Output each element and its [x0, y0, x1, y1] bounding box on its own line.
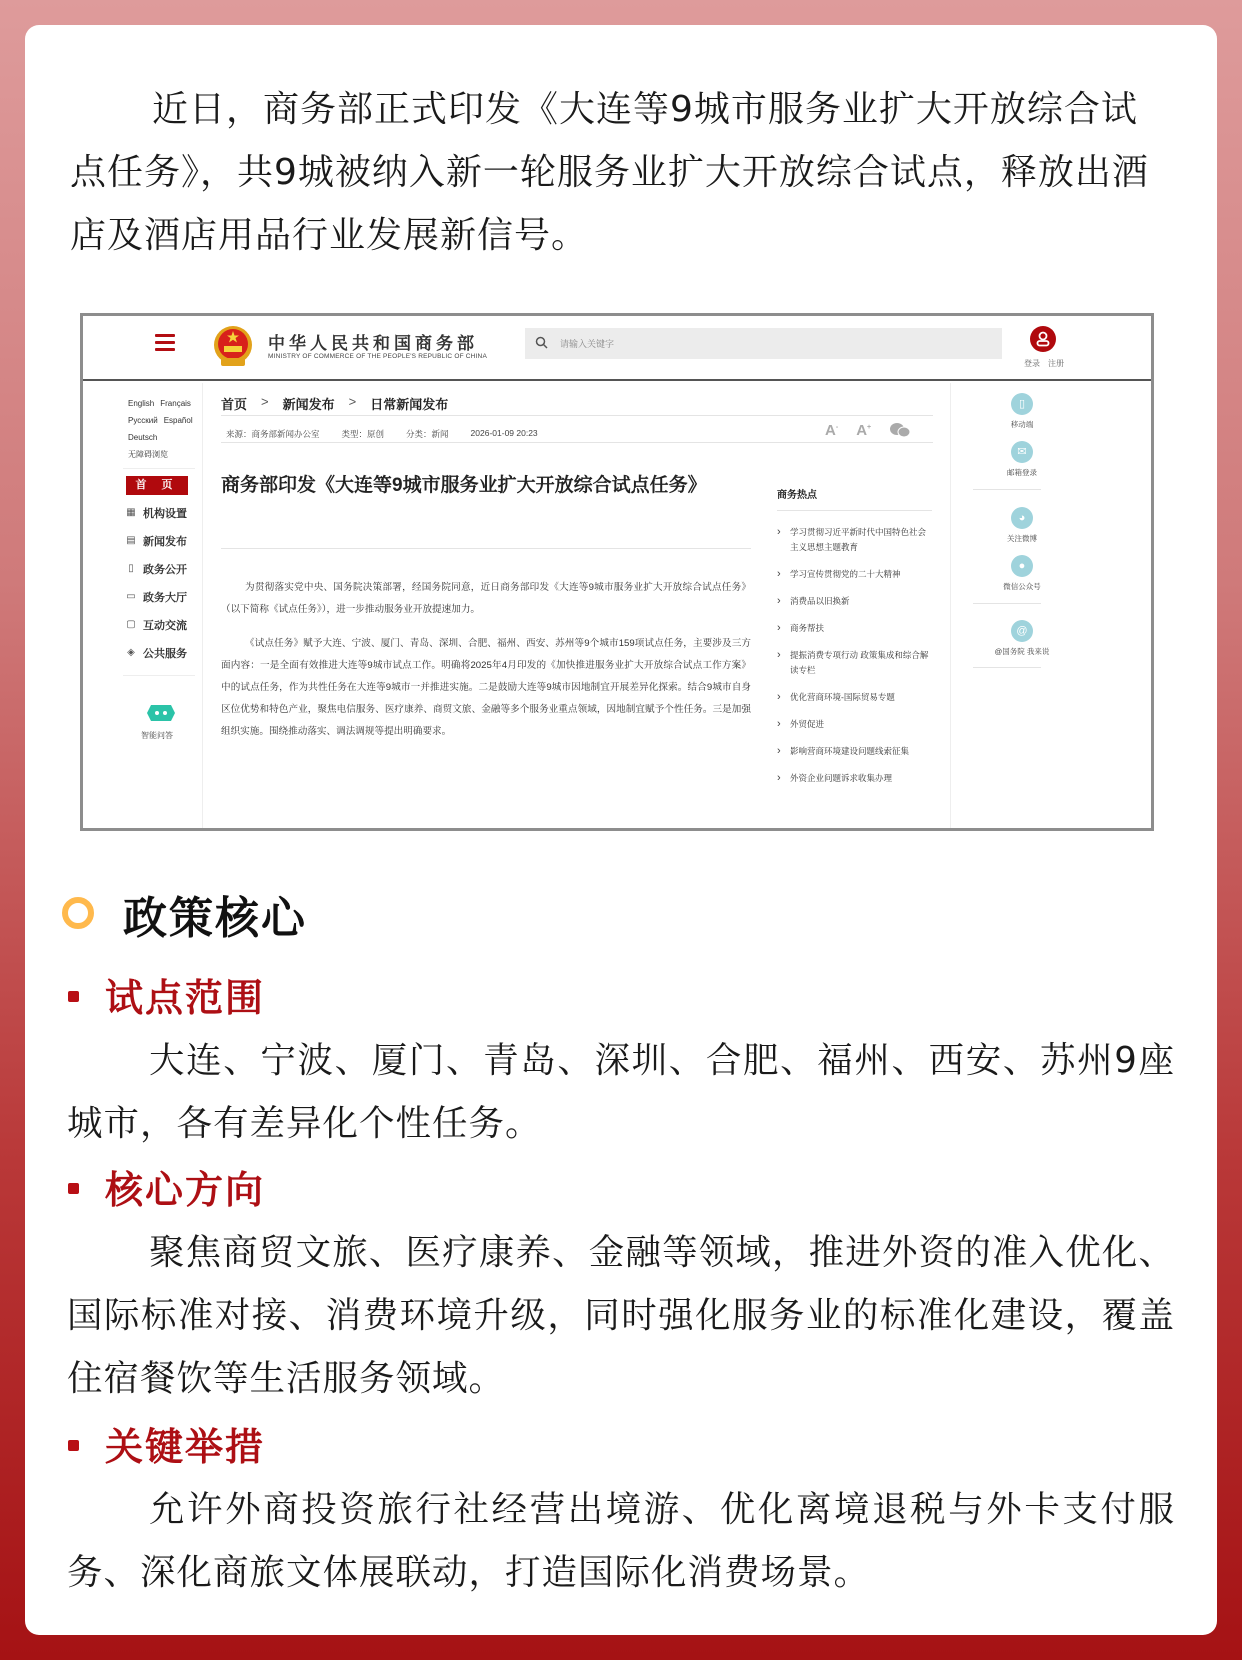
- breadcrumb: [221, 394, 448, 413]
- hot-topic-link[interactable]: › 外贸促进: [777, 717, 932, 732]
- rail-label: @国务院 我来说: [994, 647, 1050, 656]
- breadcrumb-news[interactable]: 新闻发布: [282, 397, 335, 412]
- paragraph-scope: 大连、宁波、厦门、青岛、深圳、合肥、福州、西安、苏州9座城市，各有差异化个性任务。: [67, 1040, 1175, 1144]
- intro-paragraph: 近日，商务部正式印发《大连等9城市服务业扩大开放综合试点任务》，共9城被纳入新一轮服务业扩大开放综合试点，释放出酒店及酒店用品行业发展新信号。: [70, 89, 1149, 256]
- breadcrumb-separator: >: [348, 394, 357, 409]
- article-paragraph: 《试点任务》赋予大连、宁波、厦门、青岛、深圳、合肥、福州、西安、苏州等9个城市159项试点任务，主要涉及三方面内容：一是全面有效推进大连等9城市试点工作。明确将2025年4月印发的《加快推进服务业扩大开放综合试点工作方案》中的试点任务，作为共性任务在大连等9城市一并推进实施。二是鼓励大连等9城市因地制宜开展差异化探索。结合9城市自身区位优势和特色产业，聚焦电信服务、医疗康养、商贸文旅、金融等多个服务业重点领域，因地制宜赋予个性任务。三是加强组织实施。围绕推动落实、调法调规等提出明确要求。: [221, 638, 751, 737]
- rail-mail[interactable]: [987, 441, 1057, 478]
- chat-icon: ▢: [126, 619, 136, 630]
- subheading-scope: 试点范围: [105, 976, 266, 1020]
- site-header: [83, 316, 1151, 381]
- divider: [221, 415, 933, 416]
- mail-icon: ✉: [1011, 441, 1033, 463]
- subheading-measures: 关键举措: [105, 1425, 266, 1469]
- register-link[interactable]: 注册: [1048, 359, 1064, 368]
- divider: [221, 442, 933, 443]
- nav-item-label: 机构设置: [143, 508, 187, 520]
- user-icon[interactable]: [1030, 326, 1056, 352]
- national-emblem-icon: [211, 324, 255, 370]
- article-body: [221, 577, 751, 755]
- rail-at-state-council[interactable]: [987, 620, 1057, 657]
- meta-type: 类型：原创: [341, 429, 385, 439]
- section-title: 政策核心: [123, 893, 307, 944]
- nav-item-public-service[interactable]: [125, 645, 187, 661]
- hot-topic-link[interactable]: › 学习贯彻习近平新时代中国特色社会主义思想主题教育: [777, 525, 932, 555]
- square-bullet-icon: [68, 1183, 79, 1194]
- breadcrumb-daily-news[interactable]: 日常新闻发布: [370, 397, 449, 412]
- hot-topic-link[interactable]: › 影响营商环境建设问题线索征集: [777, 744, 932, 759]
- right-rail: [950, 383, 1154, 831]
- assistant-label: 智能问答: [141, 731, 173, 740]
- meta-source: 来源：商务部新闻办公室: [226, 429, 320, 439]
- hot-topics-title: 商务热点: [777, 486, 932, 511]
- rail-label: 关注微博: [1007, 534, 1037, 543]
- grid-icon: ▦: [126, 507, 136, 518]
- ministry-website-screenshot: [80, 313, 1154, 831]
- lang-english[interactable]: English: [128, 399, 155, 408]
- search-icon: [535, 336, 548, 349]
- breadcrumb-home[interactable]: 首页: [221, 397, 248, 412]
- rail-mobile[interactable]: [987, 393, 1057, 430]
- nav-item-organization[interactable]: [125, 505, 187, 521]
- monitor-icon: ▭: [126, 591, 136, 602]
- paragraph-direction: 聚焦商贸文旅、医疗康养、金融等领域，推进外资的准入优化、国际标准对接、消费环境升级，同时强化服务业的标准化建设，覆盖住宿餐饮等生活服务领域。: [67, 1232, 1175, 1399]
- font-decrease-button[interactable]: [825, 422, 838, 439]
- wechat-share-icon[interactable]: [889, 422, 911, 438]
- divider: [123, 468, 195, 469]
- left-nav: [83, 383, 203, 831]
- subheading-direction: 核心方向: [105, 1168, 266, 1212]
- rail-wechat[interactable]: [987, 555, 1057, 592]
- ministry-name-en: MINISTRY OF COMMERCE OF THE PEOPLE'S REPUBLIC OF CHINA: [268, 353, 487, 360]
- menu-icon[interactable]: [155, 334, 175, 352]
- square-bullet-icon: [68, 991, 79, 1002]
- divider: [973, 489, 1041, 490]
- robot-icon[interactable]: [146, 703, 176, 723]
- ring-bullet-icon: [62, 897, 94, 929]
- document-icon: ▯: [128, 563, 134, 574]
- rail-label: 微信公众号: [1003, 582, 1041, 591]
- lang-russian[interactable]: Русский: [128, 416, 158, 425]
- meta-datetime: 2026-01-09 20:23: [470, 428, 538, 438]
- nav-item-service-hall[interactable]: [125, 589, 187, 605]
- hot-topic-link[interactable]: › 优化营商环境-国际贸易专题: [777, 690, 932, 705]
- nav-item-label: 公共服务: [143, 648, 187, 660]
- user-links: [1024, 358, 1072, 369]
- divider: [221, 548, 751, 549]
- nav-item-interaction[interactable]: [125, 617, 187, 633]
- nav-item-label: 政务大厅: [143, 592, 187, 604]
- nav-item-label: 政务公开: [143, 564, 187, 576]
- article-title: 商务部印发《大连等9城市服务业扩大开放综合试点任务》: [221, 475, 707, 496]
- divider: [123, 675, 195, 676]
- at-icon: @: [1011, 620, 1033, 642]
- article-paragraph: 为贯彻落实党中央、国务院决策部署，经国务院同意，近日商务部印发《大连等9城市服务业扩大开放综合试点任务》（以下简称《试点任务》），进一步推动服务业开放提速加力。: [221, 582, 751, 615]
- font-increase-mark: +: [867, 424, 872, 431]
- lang-german[interactable]: Deutsch: [128, 433, 158, 442]
- login-link[interactable]: 登录: [1024, 359, 1040, 368]
- nav-item-label: 新闻发布: [143, 536, 187, 548]
- mobile-icon: ▯: [1011, 393, 1033, 415]
- font-increase-button[interactable]: [856, 422, 871, 439]
- hot-topic-link[interactable]: › 商务帮扶: [777, 621, 932, 636]
- hot-topic-link[interactable]: › 提振消费专项行动 政策集成和综合解读专栏: [777, 648, 932, 678]
- accessible-browse-link[interactable]: 无障碍浏览: [128, 450, 168, 459]
- hot-topics: [777, 486, 932, 798]
- lang-french[interactable]: Français: [160, 399, 191, 408]
- hot-topic-link[interactable]: › 学习宣传贯彻党的二十大精神: [777, 567, 932, 582]
- divider: [973, 603, 1041, 604]
- news-icon: ▤: [126, 535, 136, 546]
- nav-item-news[interactable]: [125, 533, 187, 549]
- rail-label: 移动端: [1010, 420, 1034, 429]
- ministry-name-cn: 中华人民共和国商务部: [268, 334, 478, 353]
- rail-weibo[interactable]: [987, 507, 1057, 544]
- meta-category: 分类：新闻: [406, 429, 449, 439]
- nav-item-label: 互动交流: [143, 620, 187, 632]
- divider: [973, 667, 1041, 668]
- font-increase-label: A: [856, 422, 868, 439]
- font-tools: [825, 422, 911, 439]
- article-meta: [226, 428, 538, 440]
- search-input[interactable]: [525, 328, 1002, 359]
- nav-item-public-affairs[interactable]: [125, 561, 187, 577]
- rail-label: 邮箱登录: [1007, 468, 1037, 477]
- nav-home[interactable]: 首 页: [126, 476, 188, 495]
- breadcrumb-separator: >: [261, 394, 269, 409]
- wechat-icon: ●: [1011, 555, 1033, 577]
- lang-spanish[interactable]: Español: [163, 416, 193, 425]
- font-decrease-label: A: [825, 422, 836, 439]
- service-icon: ◈: [127, 647, 135, 658]
- language-links: [128, 395, 199, 463]
- hot-topic-link[interactable]: › 消费品以旧换新: [777, 594, 932, 609]
- hot-topic-link[interactable]: › 外资企业问题诉求收集办理: [777, 771, 932, 786]
- search-placeholder: 请输入关键字: [560, 339, 615, 349]
- weibo-icon: ◕: [1011, 507, 1033, 529]
- font-decrease-mark: -: [835, 424, 839, 431]
- paragraph-measures: 允许外商投资旅行社经营出境游、优化离境退税与外卡支付服务、深化商旅文体展联动，打造国际化消费场景。: [67, 1489, 1175, 1593]
- square-bullet-icon: [68, 1440, 79, 1451]
